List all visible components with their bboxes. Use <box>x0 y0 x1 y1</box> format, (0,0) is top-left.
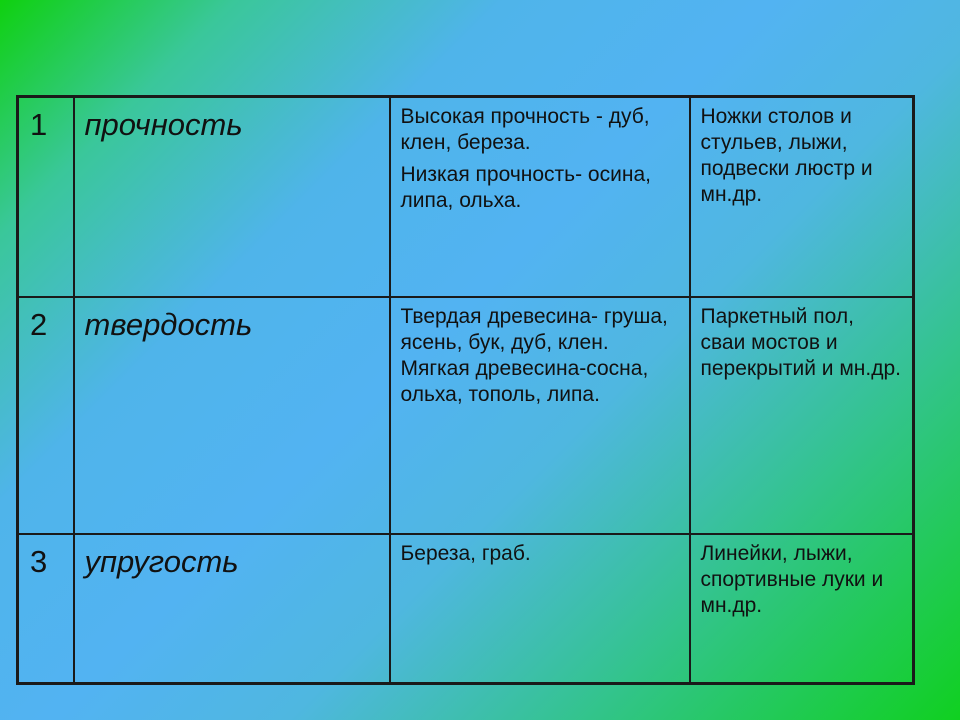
wood-types-cell <box>390 534 690 684</box>
wood-types-text <box>391 298 689 408</box>
wood-types-cell <box>390 297 690 534</box>
usage-text: Линейки, лыжи, спортивные луки и мн.др. <box>700 541 884 617</box>
wood-types-text <box>391 535 689 567</box>
property-name: твердость <box>84 306 253 342</box>
row-number-cell <box>18 534 74 684</box>
usage-text: Ножки столов и стульев, лыжи, подвески люстр и мн.др. <box>700 105 873 206</box>
wood-properties-table <box>16 95 915 685</box>
usage-cell <box>690 97 914 297</box>
row-number-cell <box>18 297 74 534</box>
table-row <box>18 97 914 297</box>
row-number: 2 <box>30 306 48 342</box>
wood-types-line: Твердая древесина- груша, ясень, бук, дуб, клен. Мягкая древесина-сосна, ольха, тополь, липа. <box>400 304 668 406</box>
wood-types-text <box>391 98 689 214</box>
table-row <box>18 297 914 534</box>
wood-types-line: Низкая прочность- осина, липа, ольха. <box>400 163 651 212</box>
wood-types-line: Береза, граб. <box>400 541 531 565</box>
property-name: прочность <box>84 107 243 142</box>
usage-cell <box>690 534 914 684</box>
usage-cell <box>690 297 914 534</box>
wood-types-cell <box>390 97 690 297</box>
property-cell <box>74 297 390 534</box>
row-number: 1 <box>30 107 48 142</box>
usage-text: Паркетный пол, сваи мостов и перекрытий и мн.др. <box>700 304 901 380</box>
table-row <box>18 534 914 684</box>
property-cell <box>74 97 390 297</box>
row-number: 3 <box>30 543 48 579</box>
property-name: упругость <box>84 543 239 579</box>
wood-types-line: Высокая прочность - дуб, клен, береза. <box>400 105 650 154</box>
row-number-cell <box>18 97 74 297</box>
property-cell <box>74 534 390 684</box>
